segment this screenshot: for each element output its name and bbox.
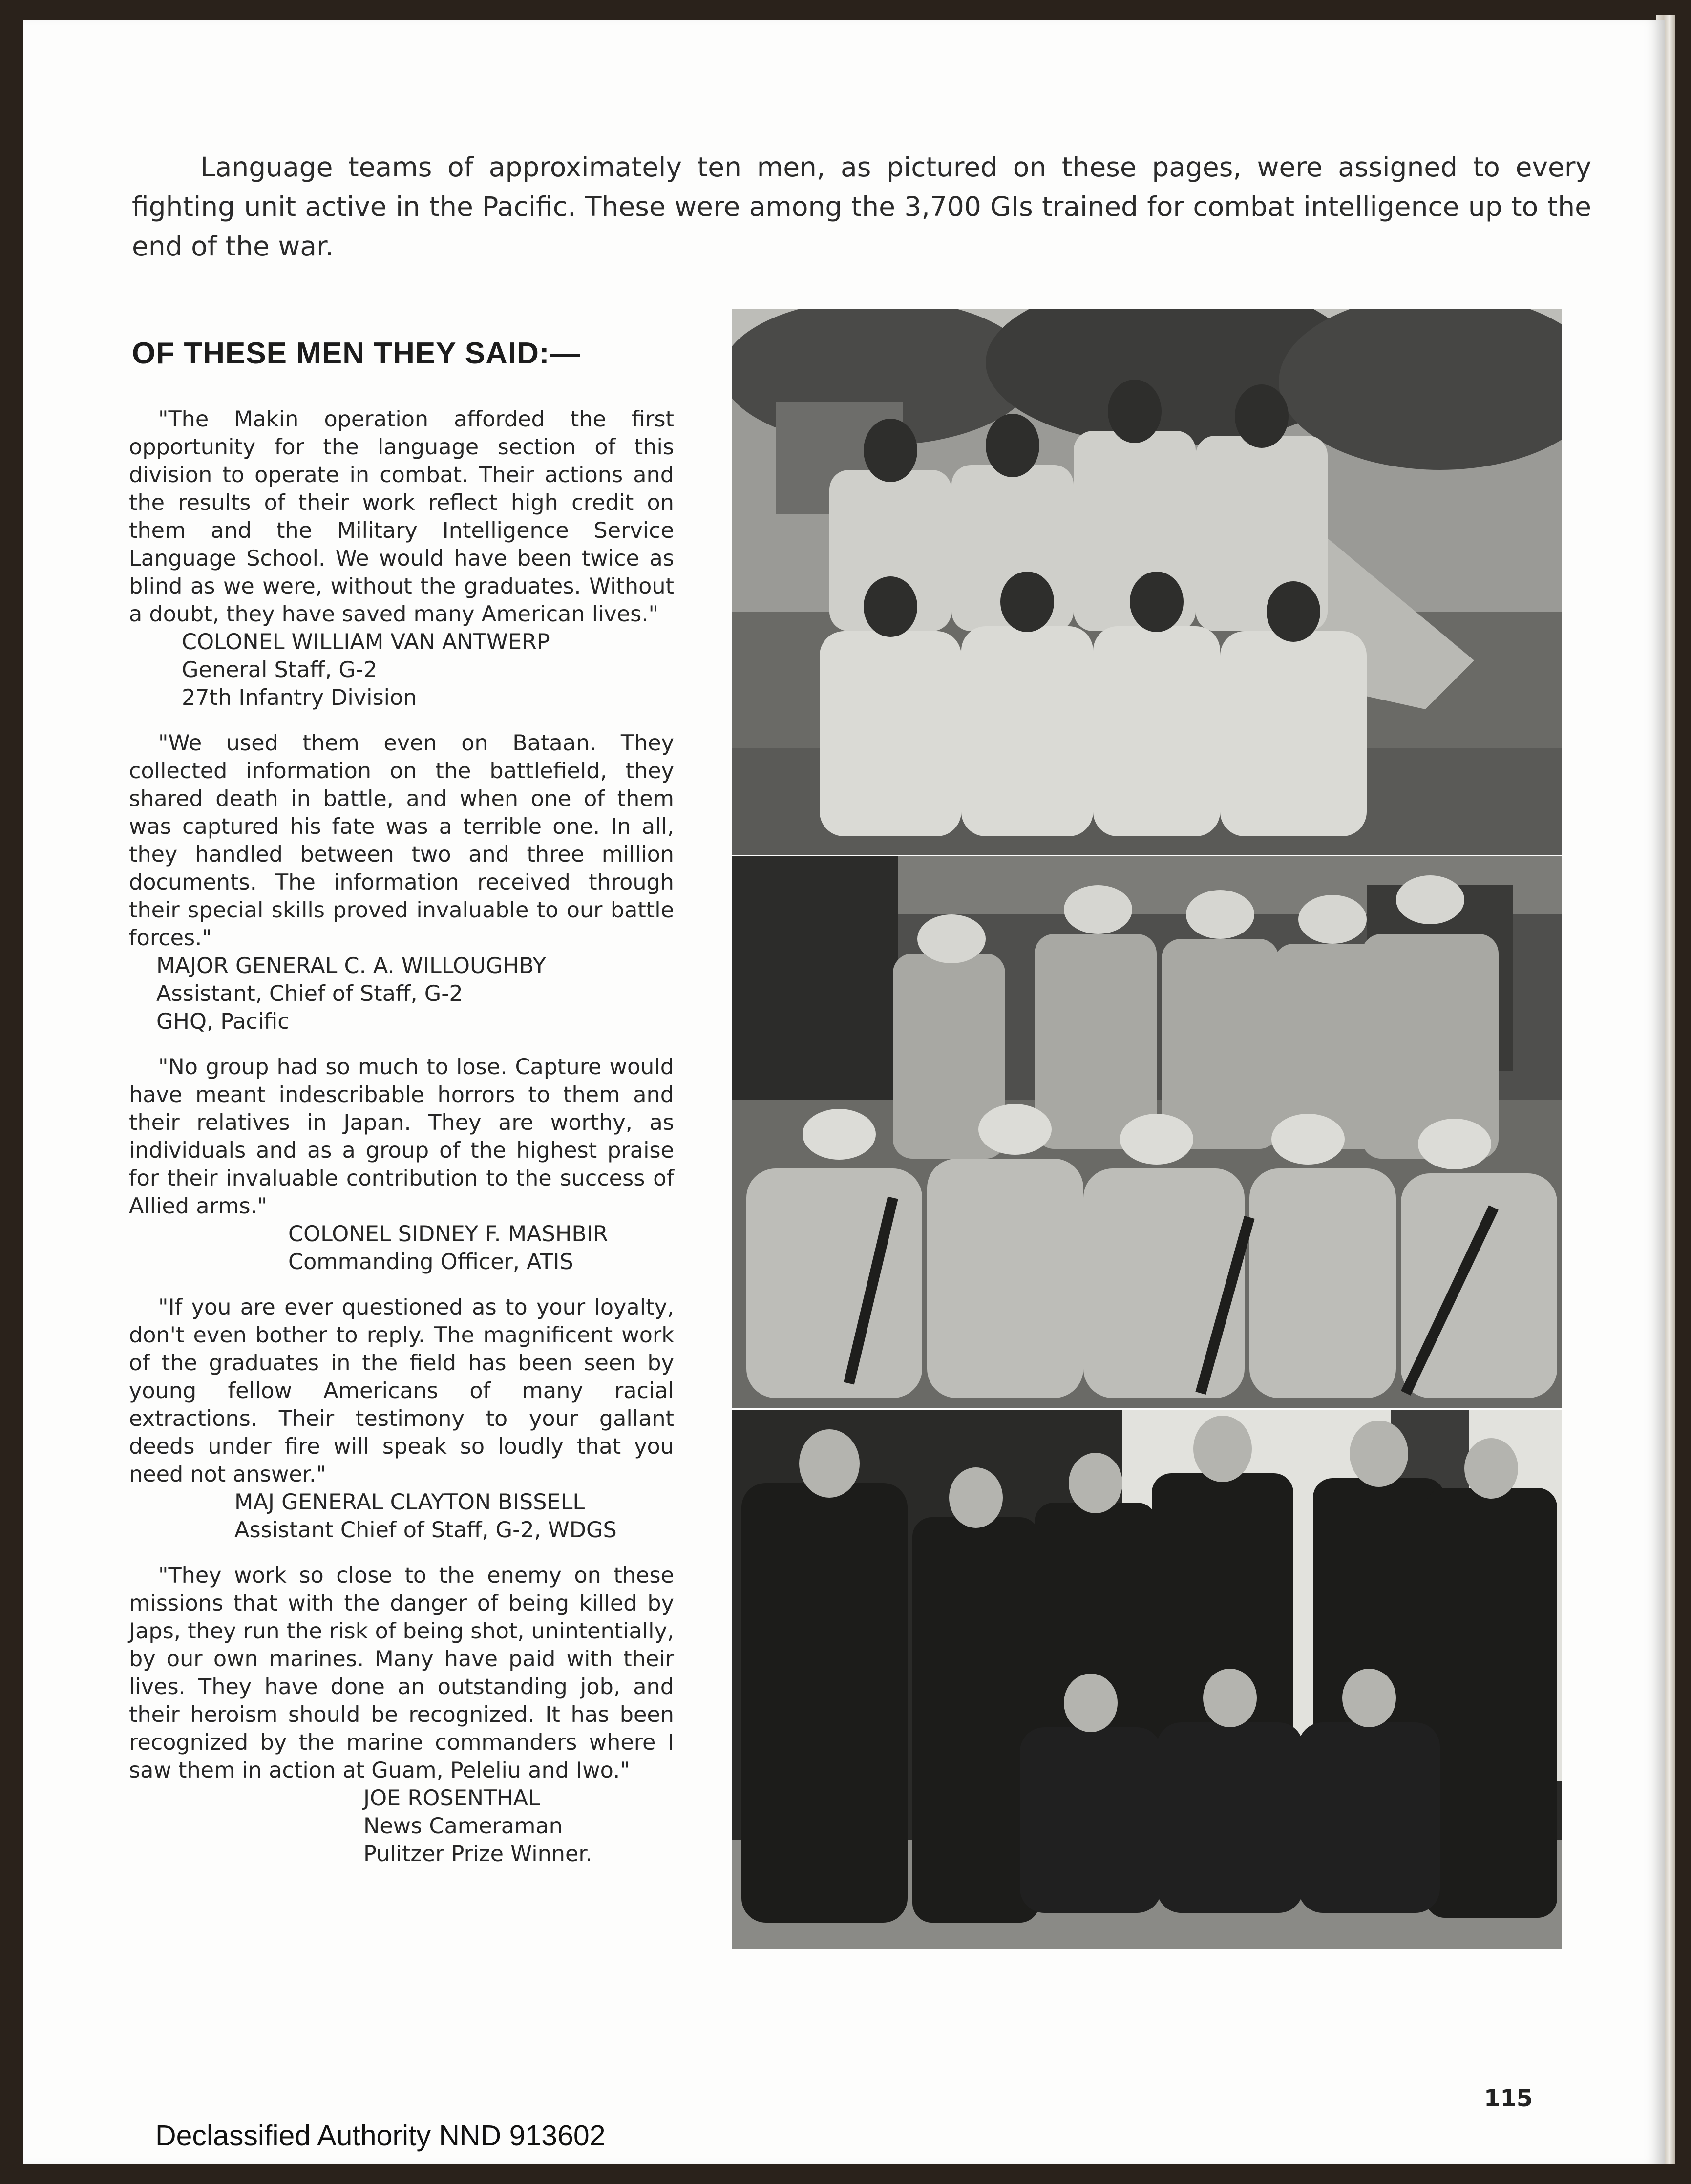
intro-paragraph: Language teams of approximately ten men, as pictured on these pages, were assigned to every fighting unit active in the Pacific. These were among the 3,700 GIs trained for combat intelligence up to the end of the war. xyxy=(132,151,1591,262)
quote-attribution xyxy=(129,1220,674,1276)
attribution-title: Commanding Officer, ATIS xyxy=(288,1250,573,1274)
photo-team-helmets xyxy=(732,856,1562,1408)
attribution-name: COLONEL SIDNEY F. MASHBIR xyxy=(288,1222,608,1247)
attribution-title: Assistant Chief of Staff, G-2, WDGS xyxy=(234,1518,617,1543)
attribution-unit: GHQ, Pacific xyxy=(156,1009,290,1034)
attribution-name: COLONEL WILLIAM VAN ANTWERP xyxy=(182,630,550,655)
quote-attribution xyxy=(129,628,674,712)
quote-text: "If you are ever questioned as to your loyalty, don't even bother to reply. The magnificent work of the graduates in the field has been seen by young fellow Americans of many racial extractions. Their testimony to your gallant deeds under fire will speak so loudly that you need not answer." xyxy=(129,1295,674,1487)
attribution-name: MAJ GENERAL CLAYTON BISSELL xyxy=(234,1490,585,1515)
attribution-title: News Cameraman xyxy=(363,1814,563,1839)
quote-text: "No group had so much to lose. Capture would have meant indescribable horrors to them and their relatives in Japan. They are worthy, as individuals and as a group of the highest praise for their invaluable contribution to the success of Allied arms." xyxy=(129,1055,674,1219)
quote-mashbir xyxy=(129,1053,674,1276)
photo-team-outdoors xyxy=(732,309,1562,855)
quote-van-antwerp xyxy=(129,405,674,712)
section-heading: OF THESE MEN THEY SAID:— xyxy=(132,337,581,370)
quote-attribution xyxy=(129,952,674,1036)
declassification-stamp: Declassified Authority NND 913602 xyxy=(155,2120,606,2152)
book-page xyxy=(23,20,1665,2164)
quote-willoughby xyxy=(129,729,674,1036)
photo-team-building xyxy=(732,1410,1562,1949)
quote-bissell xyxy=(129,1293,674,1544)
attribution-unit: 27th Infantry Division xyxy=(182,685,417,710)
attribution-title: General Staff, G-2 xyxy=(182,657,378,682)
quote-attribution xyxy=(129,1784,674,1868)
quote-attribution xyxy=(129,1488,674,1544)
quote-text: "They work so close to the enemy on these missions that with the danger of being killed by Japs, they run the risk of being shot, unintentially, by our own marines. Many have paid with their lives. They have done an outstanding job, and their heroism should be recognized. It has been recognized by the marine commanders where I saw them in action at Guam, Peleliu and Iwo." xyxy=(129,1563,674,1783)
attribution-name: MAJOR GENERAL C. A. WILLOUGHBY xyxy=(156,954,546,978)
quotes-column xyxy=(129,405,674,1886)
attribution-name: JOE ROSENTHAL xyxy=(363,1786,540,1811)
page-number: 115 xyxy=(1484,2085,1533,2112)
quote-text: "We used them even on Bataan. They collected information on the battlefield, they shared death in battle, and when one of them was captured his fate was a terrible one. In all, they handled between two and three million documents. The information received through their special skills proved invaluable to our battle forces." xyxy=(129,731,674,951)
quote-rosenthal xyxy=(129,1562,674,1868)
quote-text: "The Makin operation afforded the first opportunity for the language section of this division to operate in combat. Their actions and the results of their work reflect high credit on them and the Military Intelligence Service Language School. We would have been twice as blind as we were, without the graduates. Without a doubt, they have saved many American lives." xyxy=(129,407,674,627)
attribution-unit: Pulitzer Prize Winner. xyxy=(363,1842,592,1866)
attribution-title: Assistant, Chief of Staff, G-2 xyxy=(156,981,463,1006)
